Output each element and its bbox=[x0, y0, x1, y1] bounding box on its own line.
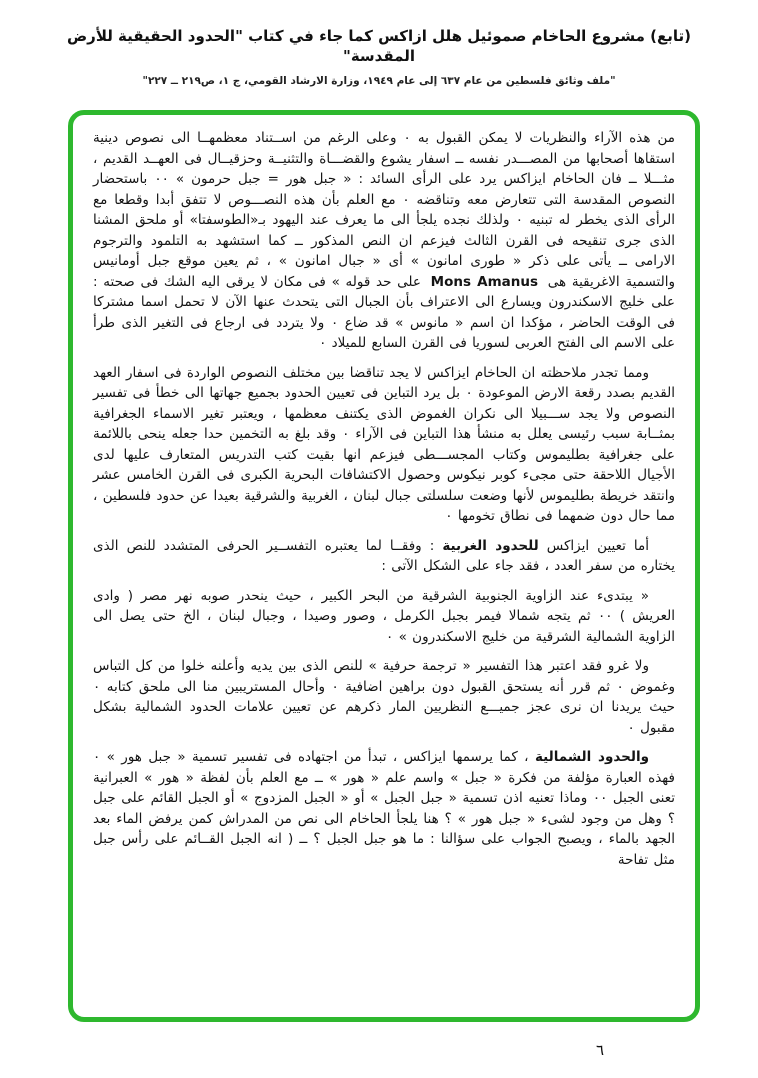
document-title: (تابع) مشروع الحاخام صموئيل هلل ازاكس كما جاء في كتاب "الحدود الحقيقية للأرض المقدسة" bbox=[67, 27, 691, 65]
paragraph-3-text-before: أما تعيين ايزاكس bbox=[538, 537, 650, 554]
paragraph-1 bbox=[93, 128, 675, 354]
document-subtitle: "ملف وثائق فلسطين من عام ٦٣٧ إلى عام ١٩٤٩، وزارة الارشاد القومي، ج ١، ص٢١٩ ــ ٢٢٧" bbox=[142, 75, 616, 87]
paragraph-4-quote: « يبتدىء عند الزاوية الجنوبية الشرقية من البحر الكبير ، حيث ينحدر صوبه نهر مصر ( وادى العريش ) ٠٠ ثم يتجه شمالا فيمر بجبل الكرمل ، وصور وصيدا ، وجبال لبنان ، الخ حتى يصل الى الزاوية الشمالية الشرقية من خليج الاسكندرون » ٠ bbox=[93, 587, 675, 645]
page-number: ٦ bbox=[596, 1041, 605, 1059]
paragraph-1-text-before: من هذه الآراء والنظريات لا يمكن القبول به ٠ وعلى الرغم من اســتناد معظمهــا الى نصوص دينية استقاها أصحابها من المصـــدر نفسه ــ اسفار يشوع والقضـــاة والتثنيــة وحزقيــال فى العهــد القديم ، مثـــلا ــ فان الحاخام ايزاكس يرد على الرأى السائد : « جبل هور = جبل حرمون » ٠٠ باستحضار النصوص المقدسة التى تتعارض معه وتناقضه ٠ مع العلم بأن هذه النصـــوص لا تتفق أبدا وقطعا مع الرأى الذى يخطر له تبنيه ٠ ولذلك نجده يلجأ الى ما يعرف عند اليهود بـ«الطوسفتا» أو ملحق المشنا الذى جرى تنقيحه فى القرن الثالث فيزعم ان النص المذكور ــ كما استشهد به التلمود والترجوم الارامى ــ يأتى على ذكر « طورى امانون » أى « جبال امانون » ، ثم يعين موقع جبل أومانيس والتسمية الاغريقية هى bbox=[93, 130, 676, 290]
latin-name-mons-amanus: Mons Amanus bbox=[430, 273, 539, 290]
page-header bbox=[0, 0, 758, 87]
paragraph-6 bbox=[93, 747, 675, 870]
paragraph-5: ولا غرو فقد اعتبر هذا التفسير « ترجمة حرفية » للنص الذى بين يديه وأعلنه خلوا من كل التباس وغموض ٠ ثم قرر أنه يستحق القبول دون براهين اضافية ٠ وأحال المستريبين منا الى ملحق كتابه ٠ حيث يريدنا ان نرى عجز جميـــع النظريين المار ذكرهم عن تعيين علامات الحدود الشمالية بشكل مقبول ٠ bbox=[93, 658, 675, 736]
northern-borders-heading: والحدود الشمالية bbox=[534, 749, 649, 765]
paragraph-3 bbox=[93, 536, 675, 577]
western-borders-heading: للحدود الغربية bbox=[442, 537, 539, 554]
paragraph-2: ومما تجدر ملاحظته ان الحاخام ايزاكس لا يجد تناقضا بين مختلف النصوص الواردة فى اسفار العهد القديم بصدد رقعة الارض الموعودة ٠ بل يرد التباين فى تعيين الحدود بجميع جهاتها الى خطأ فى تفسير النصوص ولا يجد ســـبيلا الى نكران الغموض الذى يكتنف معظمها ، ويعتبر تغير الاسماء الجغرافية بمثــابة سبب رئيسى يعلل به منشأ هذا التباين فى الآراء ٠ وقد بلغ به التخمين حدا جعله ينحى باللائمة على جغرافية بطليموس وكتاب المجســـطى فيزعم انها بقيت كتب التدريس المتعارف عليها لدى الأجيال اللاحقة حتى مجىء كوبر نيكوس وحصول الاكتشافات البحرية الكبرى فى القرن الخامس عشر وانتقد خريطة بطليموس لأنها وضعت سلسلتى جبال لبنان ، الغربية والشرقية بعيدا عن حدود فلسطين ، مما حال دون ضمهما فى نطاق تخومها ٠ bbox=[93, 364, 676, 524]
green-border-text-box bbox=[68, 110, 700, 1022]
paragraph-6-text-after: ، كما يرسمها ايزاكس ، تبدأ من اجتهاده فى تفسير تسمية « جبل هور » ٠ فهذه العبارة مؤلفة من فكرة « جبل » واسم علم « هور » ــ مع العلم بأن لفظة « هور » العبرانية تعنى الجبل ٠٠ وماذا تعنيه اذن تسمية « جبل الجبل » أو « الجبل المزدوج » أو الجبل القائم على جبل ؟ وهل من وجود لشىء « جبل هور » ؟ هنا يلجأ الحاخام الى نص من المدراش كمن يرفض الماء بعد الجهد بالماء ، ويصبح الجواب على سؤالنا : ما هو جبل الجبل ؟ ــ ( انه الجبل القــائم على رأس جبل مثل تفاحة bbox=[93, 749, 675, 868]
paragraph-3-text-after: : وفقــا لما يعتبره التفســير الحرفى المتشدد للنص الذى يختاره من سفر العدد ، فقد جاء على الشكل الآتى : bbox=[93, 537, 675, 574]
paragraph-1-text-after: على حد قوله » فى مكان لا يرقى اليه الشك فى صحته : على خليج الاسكندرون ويسارع الى الاعتراف بأن الجبال التى يتحدث عنها الآن لا تحمل اسما مشتركا فى الوقت الحاضر ، مؤكدا ان اسم « مانوس » قد ضاع ٠ ولا يتردد فى ارجاع فى التغير الذى طرأ على الاسم الى الفتح العربى لسوريا فى القرن السابع للميلاد ٠ bbox=[93, 273, 676, 351]
